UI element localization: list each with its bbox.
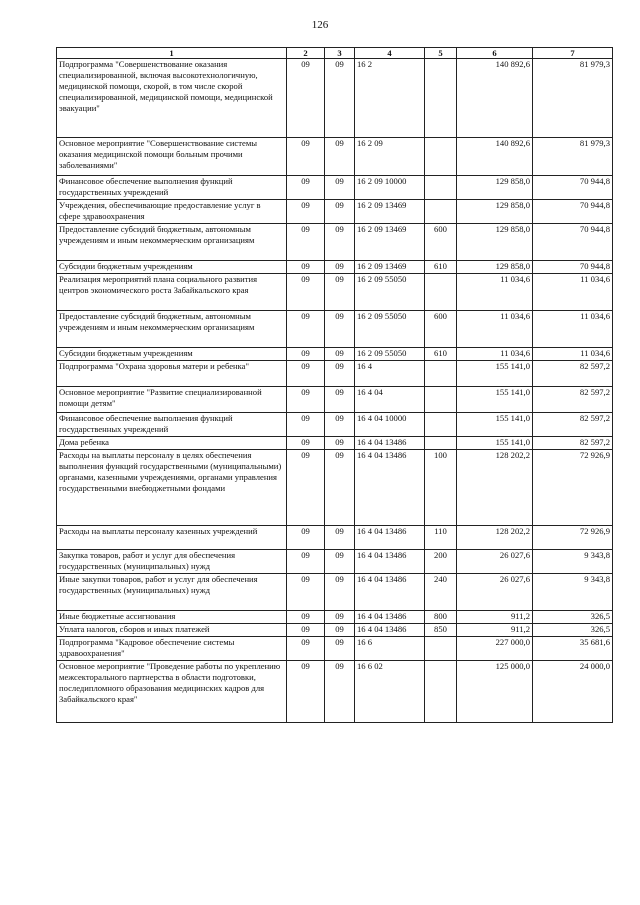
row-section: 09 <box>287 624 325 637</box>
row-amount-col6: 129 858,0 <box>457 261 533 274</box>
row-amount-col7: 70 944,8 <box>533 176 613 200</box>
row-amount-col6: 140 892,6 <box>457 59 533 138</box>
table-row <box>57 138 613 176</box>
row-expense-type <box>425 437 457 450</box>
row-expense-type <box>425 413 457 437</box>
row-name: Предоставление субсидий бюджетным, автономным учреждениям и иным некоммерческим организациям <box>57 224 287 261</box>
table-row <box>57 387 613 413</box>
header-col-6: 6 <box>457 48 533 59</box>
table-row <box>57 348 613 361</box>
row-amount-col7: 9 343,8 <box>533 574 613 611</box>
row-amount-col6: 11 034,6 <box>457 311 533 348</box>
row-name: Иные закупки товаров, работ и услуг для обеспечения государственных (муниципальных) нужд <box>57 574 287 611</box>
row-subsection: 09 <box>325 274 355 311</box>
row-amount-col6: 11 034,6 <box>457 348 533 361</box>
row-name: Реализация мероприятий плана социального развития центров экономического роста Забайкальского края <box>57 274 287 311</box>
row-name: Подпрограмма "Кадровое обеспечение системы здравоохранения" <box>57 637 287 661</box>
row-expense-type: 610 <box>425 261 457 274</box>
header-col-4: 4 <box>355 48 425 59</box>
row-subsection: 09 <box>325 437 355 450</box>
budget-table <box>56 47 613 723</box>
row-amount-col7: 11 034,6 <box>533 311 613 348</box>
row-amount-col7: 72 926,9 <box>533 526 613 550</box>
row-amount-col7: 81 979,3 <box>533 138 613 176</box>
row-target-article: 16 6 <box>355 637 425 661</box>
row-name: Основное мероприятие "Проведение работы по укреплению межсекторального партнерства в области подготовки, последипломного образования медицинских кадров для Забайкальского края" <box>57 661 287 723</box>
row-section: 09 <box>287 59 325 138</box>
row-amount-col6: 155 141,0 <box>457 387 533 413</box>
row-expense-type: 850 <box>425 624 457 637</box>
row-amount-col7: 70 944,8 <box>533 261 613 274</box>
row-amount-col6: 911,2 <box>457 611 533 624</box>
row-expense-type: 600 <box>425 224 457 261</box>
row-expense-type: 800 <box>425 611 457 624</box>
row-amount-col6: 129 858,0 <box>457 224 533 261</box>
row-expense-type: 600 <box>425 311 457 348</box>
row-subsection: 09 <box>325 661 355 723</box>
row-section: 09 <box>287 261 325 274</box>
row-section: 09 <box>287 437 325 450</box>
row-amount-col7: 9 343,8 <box>533 550 613 574</box>
row-target-article: 16 4 04 10000 <box>355 413 425 437</box>
row-name: Предоставление субсидий бюджетным, автономным учреждениям и иным некоммерческим организациям <box>57 311 287 348</box>
table-row <box>57 611 613 624</box>
row-amount-col6: 129 858,0 <box>457 176 533 200</box>
row-expense-type: 110 <box>425 526 457 550</box>
row-expense-type: 200 <box>425 550 457 574</box>
row-amount-col6: 155 141,0 <box>457 413 533 437</box>
row-expense-type <box>425 59 457 138</box>
row-target-article: 16 2 09 13469 <box>355 261 425 274</box>
row-section: 09 <box>287 200 325 224</box>
row-section: 09 <box>287 274 325 311</box>
row-target-article: 16 6 02 <box>355 661 425 723</box>
row-amount-col6: 227 000,0 <box>457 637 533 661</box>
row-name: Иные бюджетные ассигнования <box>57 611 287 624</box>
row-amount-col6: 26 027,6 <box>457 574 533 611</box>
table-row <box>57 176 613 200</box>
row-subsection: 09 <box>325 550 355 574</box>
row-target-article: 16 2 09 <box>355 138 425 176</box>
row-section: 09 <box>287 413 325 437</box>
row-subsection: 09 <box>325 450 355 526</box>
row-target-article: 16 4 <box>355 361 425 387</box>
row-expense-type <box>425 387 457 413</box>
row-amount-col6: 140 892,6 <box>457 138 533 176</box>
row-amount-col7: 11 034,6 <box>533 274 613 311</box>
row-target-article: 16 4 04 13486 <box>355 526 425 550</box>
row-section: 09 <box>287 224 325 261</box>
row-amount-col7: 82 597,2 <box>533 387 613 413</box>
row-name: Подпрограмма "Охрана здоровья матери и ребенка" <box>57 361 287 387</box>
row-subsection: 09 <box>325 261 355 274</box>
row-target-article: 16 2 09 10000 <box>355 176 425 200</box>
header-col-3: 3 <box>325 48 355 59</box>
row-amount-col7: 24 000,0 <box>533 661 613 723</box>
row-name: Уплата налогов, сборов и иных платежей <box>57 624 287 637</box>
table-row <box>57 413 613 437</box>
row-target-article: 16 2 09 55050 <box>355 348 425 361</box>
row-section: 09 <box>287 574 325 611</box>
row-expense-type <box>425 274 457 311</box>
row-section: 09 <box>287 661 325 723</box>
row-name: Дома ребенка <box>57 437 287 450</box>
table-row <box>57 59 613 138</box>
row-name: Основное мероприятие "Совершенствование системы оказания медицинской помощи больным прочими заболеваниями" <box>57 138 287 176</box>
row-section: 09 <box>287 348 325 361</box>
row-target-article: 16 2 09 13469 <box>355 200 425 224</box>
row-amount-col6: 129 858,0 <box>457 200 533 224</box>
row-amount-col7: 82 597,2 <box>533 437 613 450</box>
row-amount-col6: 128 202,2 <box>457 526 533 550</box>
table-header-row <box>57 48 613 59</box>
row-target-article: 16 2 <box>355 59 425 138</box>
table-row <box>57 450 613 526</box>
row-subsection: 09 <box>325 138 355 176</box>
row-expense-type <box>425 661 457 723</box>
row-name: Субсидии бюджетным учреждениям <box>57 261 287 274</box>
row-target-article: 16 4 04 13486 <box>355 611 425 624</box>
row-name: Закупка товаров, работ и услуг для обеспечения государственных (муниципальных) нужд <box>57 550 287 574</box>
row-target-article: 16 2 09 13469 <box>355 224 425 261</box>
row-section: 09 <box>287 361 325 387</box>
row-amount-col7: 81 979,3 <box>533 59 613 138</box>
row-amount-col6: 155 141,0 <box>457 361 533 387</box>
row-section: 09 <box>287 550 325 574</box>
header-col-7: 7 <box>533 48 613 59</box>
row-amount-col7: 70 944,8 <box>533 200 613 224</box>
row-target-article: 16 4 04 <box>355 387 425 413</box>
row-subsection: 09 <box>325 526 355 550</box>
row-name: Расходы на выплаты персоналу в целях обеспечения выполнения функций государственными (муниципальными) органами, казенными учреждениями, органами управления государственными внебюджетными фондами <box>57 450 287 526</box>
row-expense-type: 610 <box>425 348 457 361</box>
row-amount-col7: 326,5 <box>533 624 613 637</box>
row-section: 09 <box>287 526 325 550</box>
table-row <box>57 624 613 637</box>
row-expense-type: 100 <box>425 450 457 526</box>
row-amount-col6: 911,2 <box>457 624 533 637</box>
row-amount-col7: 72 926,9 <box>533 450 613 526</box>
row-subsection: 09 <box>325 611 355 624</box>
row-name: Учреждения, обеспечивающие предоставление услуг в сфере здравоохранения <box>57 200 287 224</box>
row-amount-col7: 82 597,2 <box>533 361 613 387</box>
row-section: 09 <box>287 450 325 526</box>
row-target-article: 16 4 04 13486 <box>355 624 425 637</box>
row-expense-type <box>425 637 457 661</box>
row-section: 09 <box>287 387 325 413</box>
row-subsection: 09 <box>325 361 355 387</box>
page-number: 126 <box>311 19 329 31</box>
row-expense-type <box>425 200 457 224</box>
row-section: 09 <box>287 176 325 200</box>
row-amount-col6: 26 027,6 <box>457 550 533 574</box>
row-section: 09 <box>287 311 325 348</box>
row-target-article: 16 4 04 13486 <box>355 450 425 526</box>
row-target-article: 16 2 09 55050 <box>355 274 425 311</box>
row-subsection: 09 <box>325 413 355 437</box>
row-subsection: 09 <box>325 624 355 637</box>
table-row <box>57 637 613 661</box>
row-name: Субсидии бюджетным учреждениям <box>57 348 287 361</box>
row-subsection: 09 <box>325 59 355 138</box>
header-col-1: 1 <box>57 48 287 59</box>
table-row <box>57 661 613 723</box>
table-row <box>57 311 613 348</box>
row-target-article: 16 4 04 13486 <box>355 550 425 574</box>
row-subsection: 09 <box>325 176 355 200</box>
table-row <box>57 224 613 261</box>
row-target-article: 16 4 04 13486 <box>355 574 425 611</box>
row-subsection: 09 <box>325 348 355 361</box>
row-name: Финансовое обеспечение выполнения функций государственных учреждений <box>57 176 287 200</box>
row-name: Основное мероприятие "Развитие специализированной помощи детям" <box>57 387 287 413</box>
row-subsection: 09 <box>325 200 355 224</box>
row-name: Подпрограмма "Совершенствование оказания специализированной, включая высокотехнологичную, медицинской помощи, скорой, в том числе скорой специализированной, медицинской помощи, медицинской эвакуации" <box>57 59 287 138</box>
row-amount-col6: 125 000,0 <box>457 661 533 723</box>
table-row <box>57 526 613 550</box>
table-row <box>57 200 613 224</box>
row-section: 09 <box>287 637 325 661</box>
row-name: Финансовое обеспечение выполнения функций государственных учреждений <box>57 413 287 437</box>
table-row <box>57 550 613 574</box>
row-expense-type <box>425 138 457 176</box>
table-row <box>57 261 613 274</box>
row-amount-col7: 11 034,6 <box>533 348 613 361</box>
row-subsection: 09 <box>325 224 355 261</box>
row-amount-col6: 128 202,2 <box>457 450 533 526</box>
header-col-5: 5 <box>425 48 457 59</box>
row-expense-type <box>425 176 457 200</box>
row-amount-col7: 326,5 <box>533 611 613 624</box>
row-target-article: 16 4 04 13486 <box>355 437 425 450</box>
row-expense-type: 240 <box>425 574 457 611</box>
row-amount-col7: 70 944,8 <box>533 224 613 261</box>
row-subsection: 09 <box>325 637 355 661</box>
row-section: 09 <box>287 138 325 176</box>
row-expense-type <box>425 361 457 387</box>
table-row <box>57 437 613 450</box>
row-subsection: 09 <box>325 311 355 348</box>
table-row <box>57 574 613 611</box>
header-col-2: 2 <box>287 48 325 59</box>
row-amount-col6: 155 141,0 <box>457 437 533 450</box>
row-amount-col7: 82 597,2 <box>533 413 613 437</box>
row-target-article: 16 2 09 55050 <box>355 311 425 348</box>
row-name: Расходы на выплаты персоналу казенных учреждений <box>57 526 287 550</box>
row-amount-col6: 11 034,6 <box>457 274 533 311</box>
row-subsection: 09 <box>325 574 355 611</box>
row-amount-col7: 35 681,6 <box>533 637 613 661</box>
table-row <box>57 361 613 387</box>
row-section: 09 <box>287 611 325 624</box>
row-subsection: 09 <box>325 387 355 413</box>
table-row <box>57 274 613 311</box>
